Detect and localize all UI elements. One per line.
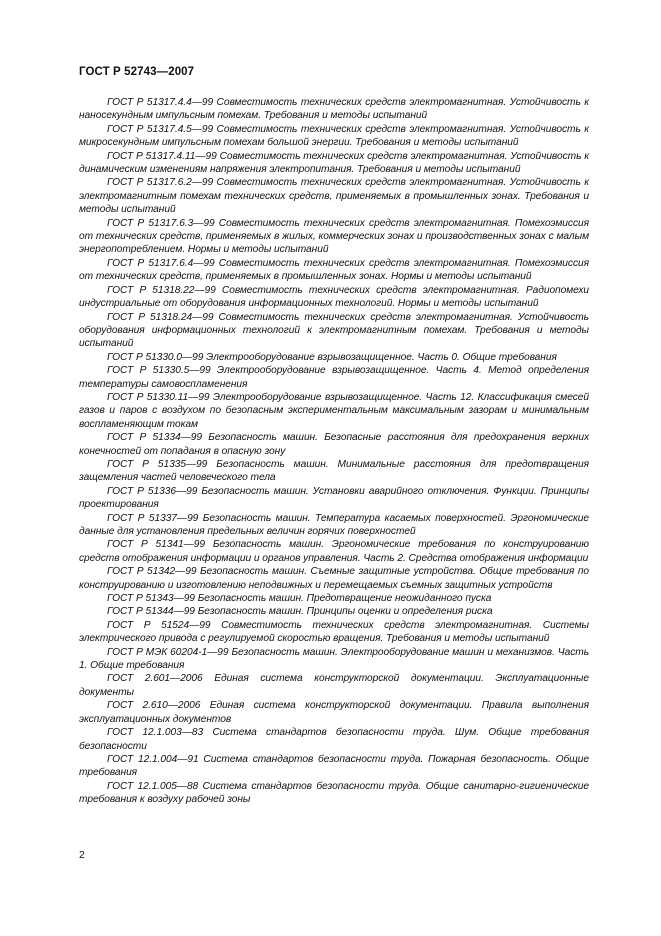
reference-entry: ГОСТ Р 51330.5—99 Электрооборудование взрывозащищенное. Часть 4. Метод определения температуры самовоспламенения bbox=[79, 365, 589, 390]
reference-entry: ГОСТ Р 51337—99 Безопасность машин. Температура касаемых поверхностей. Эргономические данные для установления предельных величин горячих поверхностей bbox=[79, 512, 589, 537]
reference-entry: ГОСТ Р 51341—99 Безопасность машин. Эргономические требования по конструированию средств отображения информации и органов управления. Часть 2. Средства отображения информации bbox=[79, 539, 589, 564]
reference-entry: ГОСТ Р 51335—99 Безопасность машин. Минимальные расстояния для предотвращения защемления частей человеческого тела bbox=[79, 458, 589, 484]
reference-entry: ГОСТ 2.601—2006 Единая система конструкторской документации. Эксплуатационные документы bbox=[79, 673, 589, 698]
reference-entry: ГОСТ Р 51524—99 Совместимость технических средств электромагнитная. Системы электрического привода с регулируемой скоростью вращения. Требования и методы испытаний bbox=[79, 619, 589, 645]
reference-list bbox=[79, 96, 589, 807]
reference-entry: ГОСТ Р 51317.4.5—99 Совместимость технических средств электромагнитная. Устойчивость к микросекундным импульсным помехам большой энергии. Требования и методы испытаний bbox=[79, 123, 589, 149]
reference-entry: ГОСТ Р 51318.24—99 Совместимость технических средств электромагнитная. Устойчивость оборудования информационных технологий к электромагнитным помехам. Требования и методы испытаний bbox=[79, 311, 589, 350]
reference-entry: ГОСТ Р 51334—99 Безопасность машин. Безопасные расстояния для предохранения верхних конечностей от попадания в опасную зону bbox=[79, 432, 589, 457]
reference-entry: ГОСТ Р 51330.0—99 Электрооборудование взрывозащищенное. Часть 0. Общие требования bbox=[107, 351, 557, 363]
reference-entry: ГОСТ Р МЭК 60204-1—99 Безопасность машин. Электрооборудование машин и механизмов. Часть 1. Общие требования bbox=[79, 646, 589, 672]
reference-entry: ГОСТ Р 51318.22—99 Совместимость технических средств электромагнитная. Радиопомехи индустриальные от оборудования информационных технологий. Нормы и методы испытаний bbox=[79, 284, 589, 310]
reference-entry: ГОСТ Р 51342—99 Безопасность машин. Съемные защитные устройства. Общие требования по конструированию и изготовлению неподвижных и перемещаемых съемных защитных устройств bbox=[79, 566, 589, 591]
reference-entry: ГОСТ Р 51317.4.4—99 Совместимость технических средств электромагнитная. Устойчивость к наносекундным импульсным помехам. Требования и методы испытаний bbox=[79, 97, 589, 122]
reference-entry: ГОСТ Р 51330.11—99 Электрооборудование взрывозащищенное. Часть 12. Классификация смесей газов и паров с воздухом по безопасным экспериментальным максимальным зазорам и минимальным воспламеняющим токам bbox=[79, 391, 589, 430]
reference-entry: ГОСТ 12.1.004—91 Система стандартов безопасности труда. Пожарная безопасность. Общие требования bbox=[79, 753, 589, 779]
reference-entry: ГОСТ Р 51343—99 Безопасность машин. Предотвращение неожиданного пуска bbox=[107, 593, 492, 605]
reference-entry: ГОСТ Р 51317.6.2—99 Совместимость технических средств электромагнитная. Устойчивость к электромагнитным помехам технических средств, применяемых в промышленных зонах. Требования и методы испытаний bbox=[79, 177, 589, 216]
reference-entry: ГОСТ Р 51344—99 Безопасность машин. Принципы оценки и определения риска bbox=[107, 606, 493, 618]
reference-entry: ГОСТ 2.610—2006 Единая система конструкторской документации. Правила выполнения эксплуатационных документов bbox=[79, 700, 589, 725]
reference-entry: ГОСТ Р 51317.6.3—99 Совместимость технических средств электромагнитная. Помехоэмиссия от технических средств, применяемых в жилых, коммерческих зонах и производственных зонах с малым энергопотреблением. Нормы и методы испытаний bbox=[79, 217, 589, 256]
reference-entry: ГОСТ Р 51336—99 Безопасность машин. Установки аварийного отключения. Функции. Принципы проектирования bbox=[79, 485, 589, 511]
reference-entry: ГОСТ Р 51317.6.4—99 Совместимость технических средств электромагнитная. Помехоэмиссия от технических средств, применяемых в промышленных зонах. Нормы и методы испытаний bbox=[79, 257, 589, 283]
reference-entry: ГОСТ 12.1.003—83 Система стандартов безопасности труда. Шум. Общие требования безопасности bbox=[79, 727, 589, 752]
page-number: 2 bbox=[79, 849, 85, 861]
reference-entry: ГОСТ 12.1.005—88 Система стандартов безопасности труда. Общие санитарно-гигиенические требования к воздуху рабочей зоны bbox=[79, 780, 589, 806]
page-header: ГОСТ Р 52743—2007 bbox=[79, 66, 195, 78]
reference-entry: ГОСТ Р 51317.4.11—99 Совместимость технических средств электромагнитная. Устойчивость к динамическим изменениям напряжения электропитания. Требования и методы испытаний bbox=[79, 150, 589, 176]
